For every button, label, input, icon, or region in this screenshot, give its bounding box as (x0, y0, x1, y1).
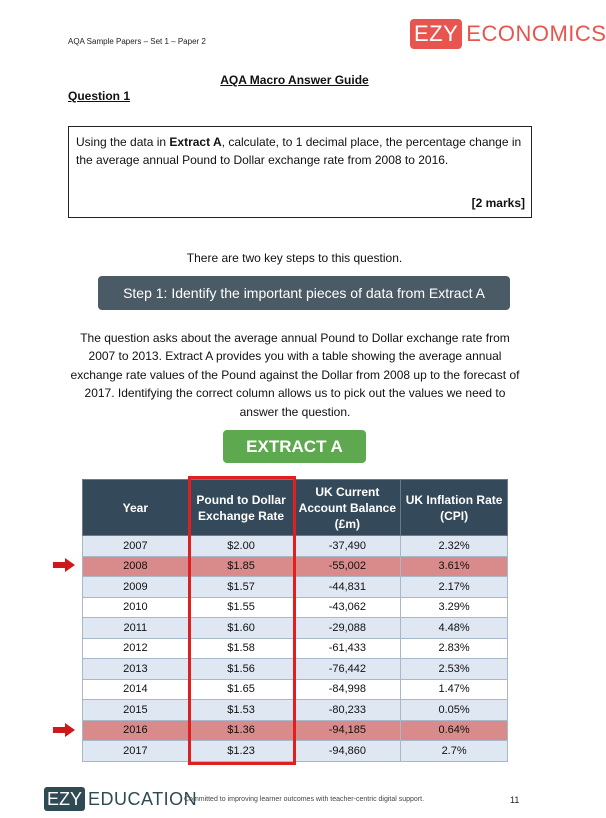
question-text-end: , calculate, to 1 decimal place, the percentage change in the average annual Pound to Dollar exchange rate from 2008 to 2016. (76, 135, 522, 167)
cell-inflation: 2.17% (401, 577, 508, 598)
extract-a-label: EXTRACT A (246, 436, 343, 456)
step-1-banner (98, 276, 510, 310)
cell-inflation: 3.29% (401, 597, 508, 618)
cell-exchange-rate: $2.00 (188, 536, 294, 557)
cell-inflation: 2.83% (401, 638, 508, 659)
cell-exchange-rate: $1.56 (188, 659, 294, 680)
cell-year: 2017 (83, 741, 189, 762)
logo-box: EZY (410, 19, 462, 49)
cell-exchange-rate: $1.58 (188, 638, 294, 659)
cell-current-account: -44,831 (294, 577, 401, 598)
cell-current-account: -84,998 (294, 679, 401, 700)
cell-inflation: 0.64% (401, 720, 508, 741)
page-number: 11 (510, 795, 520, 805)
header-inflation: UK Inflation Rate (CPI) (401, 480, 508, 536)
arrow-right-icon (53, 558, 75, 572)
ezy-economics-logo (410, 17, 606, 51)
cell-current-account: -94,185 (294, 720, 401, 741)
question-text-start: Using the data in (76, 135, 170, 149)
cell-inflation: 3.61% (401, 556, 508, 577)
cell-current-account: -37,490 (294, 536, 401, 557)
cell-exchange-rate: $1.60 (188, 618, 294, 639)
cell-exchange-rate: $1.53 (188, 700, 294, 721)
footer-tagline: Committed to improving learner outcomes with teacher-centric digital support. (184, 796, 425, 803)
cell-exchange-rate: $1.23 (188, 741, 294, 762)
cell-year: 2013 (83, 659, 189, 680)
table-row (83, 700, 508, 721)
cell-exchange-rate: $1.65 (188, 679, 294, 700)
cell-current-account: -76,442 (294, 659, 401, 680)
cell-current-account: -55,002 (294, 556, 401, 577)
ezy-education-logo (44, 786, 197, 812)
question-title: Question 1 (68, 89, 131, 103)
step-1-label: Step 1: Identify the important pieces of data from Extract A (123, 285, 485, 301)
header-exchange-rate: Pound to Dollar Exchange Rate (188, 480, 294, 536)
table-row (83, 720, 508, 741)
cell-year: 2011 (83, 618, 189, 639)
table-row (83, 618, 508, 639)
logo-text: ECONOMICS (466, 21, 606, 46)
cell-exchange-rate: $1.36 (188, 720, 294, 741)
header-current-account: UK Current Account Balance (£m) (294, 480, 401, 536)
guide-title: AQA Macro Answer Guide (220, 73, 369, 87)
marks-label: [2 marks] (471, 196, 525, 210)
table-row (83, 741, 508, 762)
arrow-right-icon (53, 723, 75, 737)
table-row (83, 536, 508, 557)
footer-logo-box: EZY (44, 787, 85, 811)
table-row (83, 597, 508, 618)
table-row (83, 638, 508, 659)
cell-year: 2009 (83, 577, 189, 598)
cell-inflation: 2.53% (401, 659, 508, 680)
cell-year: 2010 (83, 597, 189, 618)
table-row (83, 577, 508, 598)
cell-year: 2012 (83, 638, 189, 659)
cell-exchange-rate: $1.55 (188, 597, 294, 618)
header-paper-label: AQA Sample Papers – Set 1 – Paper 2 (68, 37, 206, 46)
cell-current-account: -94,860 (294, 741, 401, 762)
cell-current-account: -29,088 (294, 618, 401, 639)
extract-a-table (82, 479, 508, 762)
cell-year: 2016 (83, 720, 189, 741)
cell-current-account: -80,233 (294, 700, 401, 721)
key-steps-text: There are two key steps to this question. (186, 251, 403, 265)
table-row (83, 659, 508, 680)
table-row (83, 679, 508, 700)
cell-inflation: 1.47% (401, 679, 508, 700)
question-text-bold: Extract A (169, 135, 222, 149)
cell-inflation: 4.48% (401, 618, 508, 639)
cell-year: 2015 (83, 700, 189, 721)
cell-inflation: 0.05% (401, 700, 508, 721)
table-header-row (83, 480, 508, 536)
cell-year: 2007 (83, 536, 189, 557)
cell-year: 2014 (83, 679, 189, 700)
header-year: Year (83, 480, 189, 536)
footer-logo-text: EDUCATION (88, 788, 198, 809)
table-row (83, 556, 508, 577)
cell-current-account: -61,433 (294, 638, 401, 659)
question-box (68, 126, 532, 218)
cell-exchange-rate: $1.85 (188, 556, 294, 577)
explanation-paragraph: The question asks about the average annual Pound to Dollar exchange rate from 2007 to 2013. Extract A provides you with a table showing the average annual exchange rate values of the Pound against the Dollar from 2008 up to the forecast of 2017. Identifying the correct column allows us to pick out the values we need to answer the question. (70, 331, 520, 419)
cell-current-account: -43,062 (294, 597, 401, 618)
cell-inflation: 2.32% (401, 536, 508, 557)
extract-a-badge (223, 430, 366, 463)
cell-year: 2008 (83, 556, 189, 577)
cell-inflation: 2.7% (401, 741, 508, 762)
cell-exchange-rate: $1.57 (188, 577, 294, 598)
